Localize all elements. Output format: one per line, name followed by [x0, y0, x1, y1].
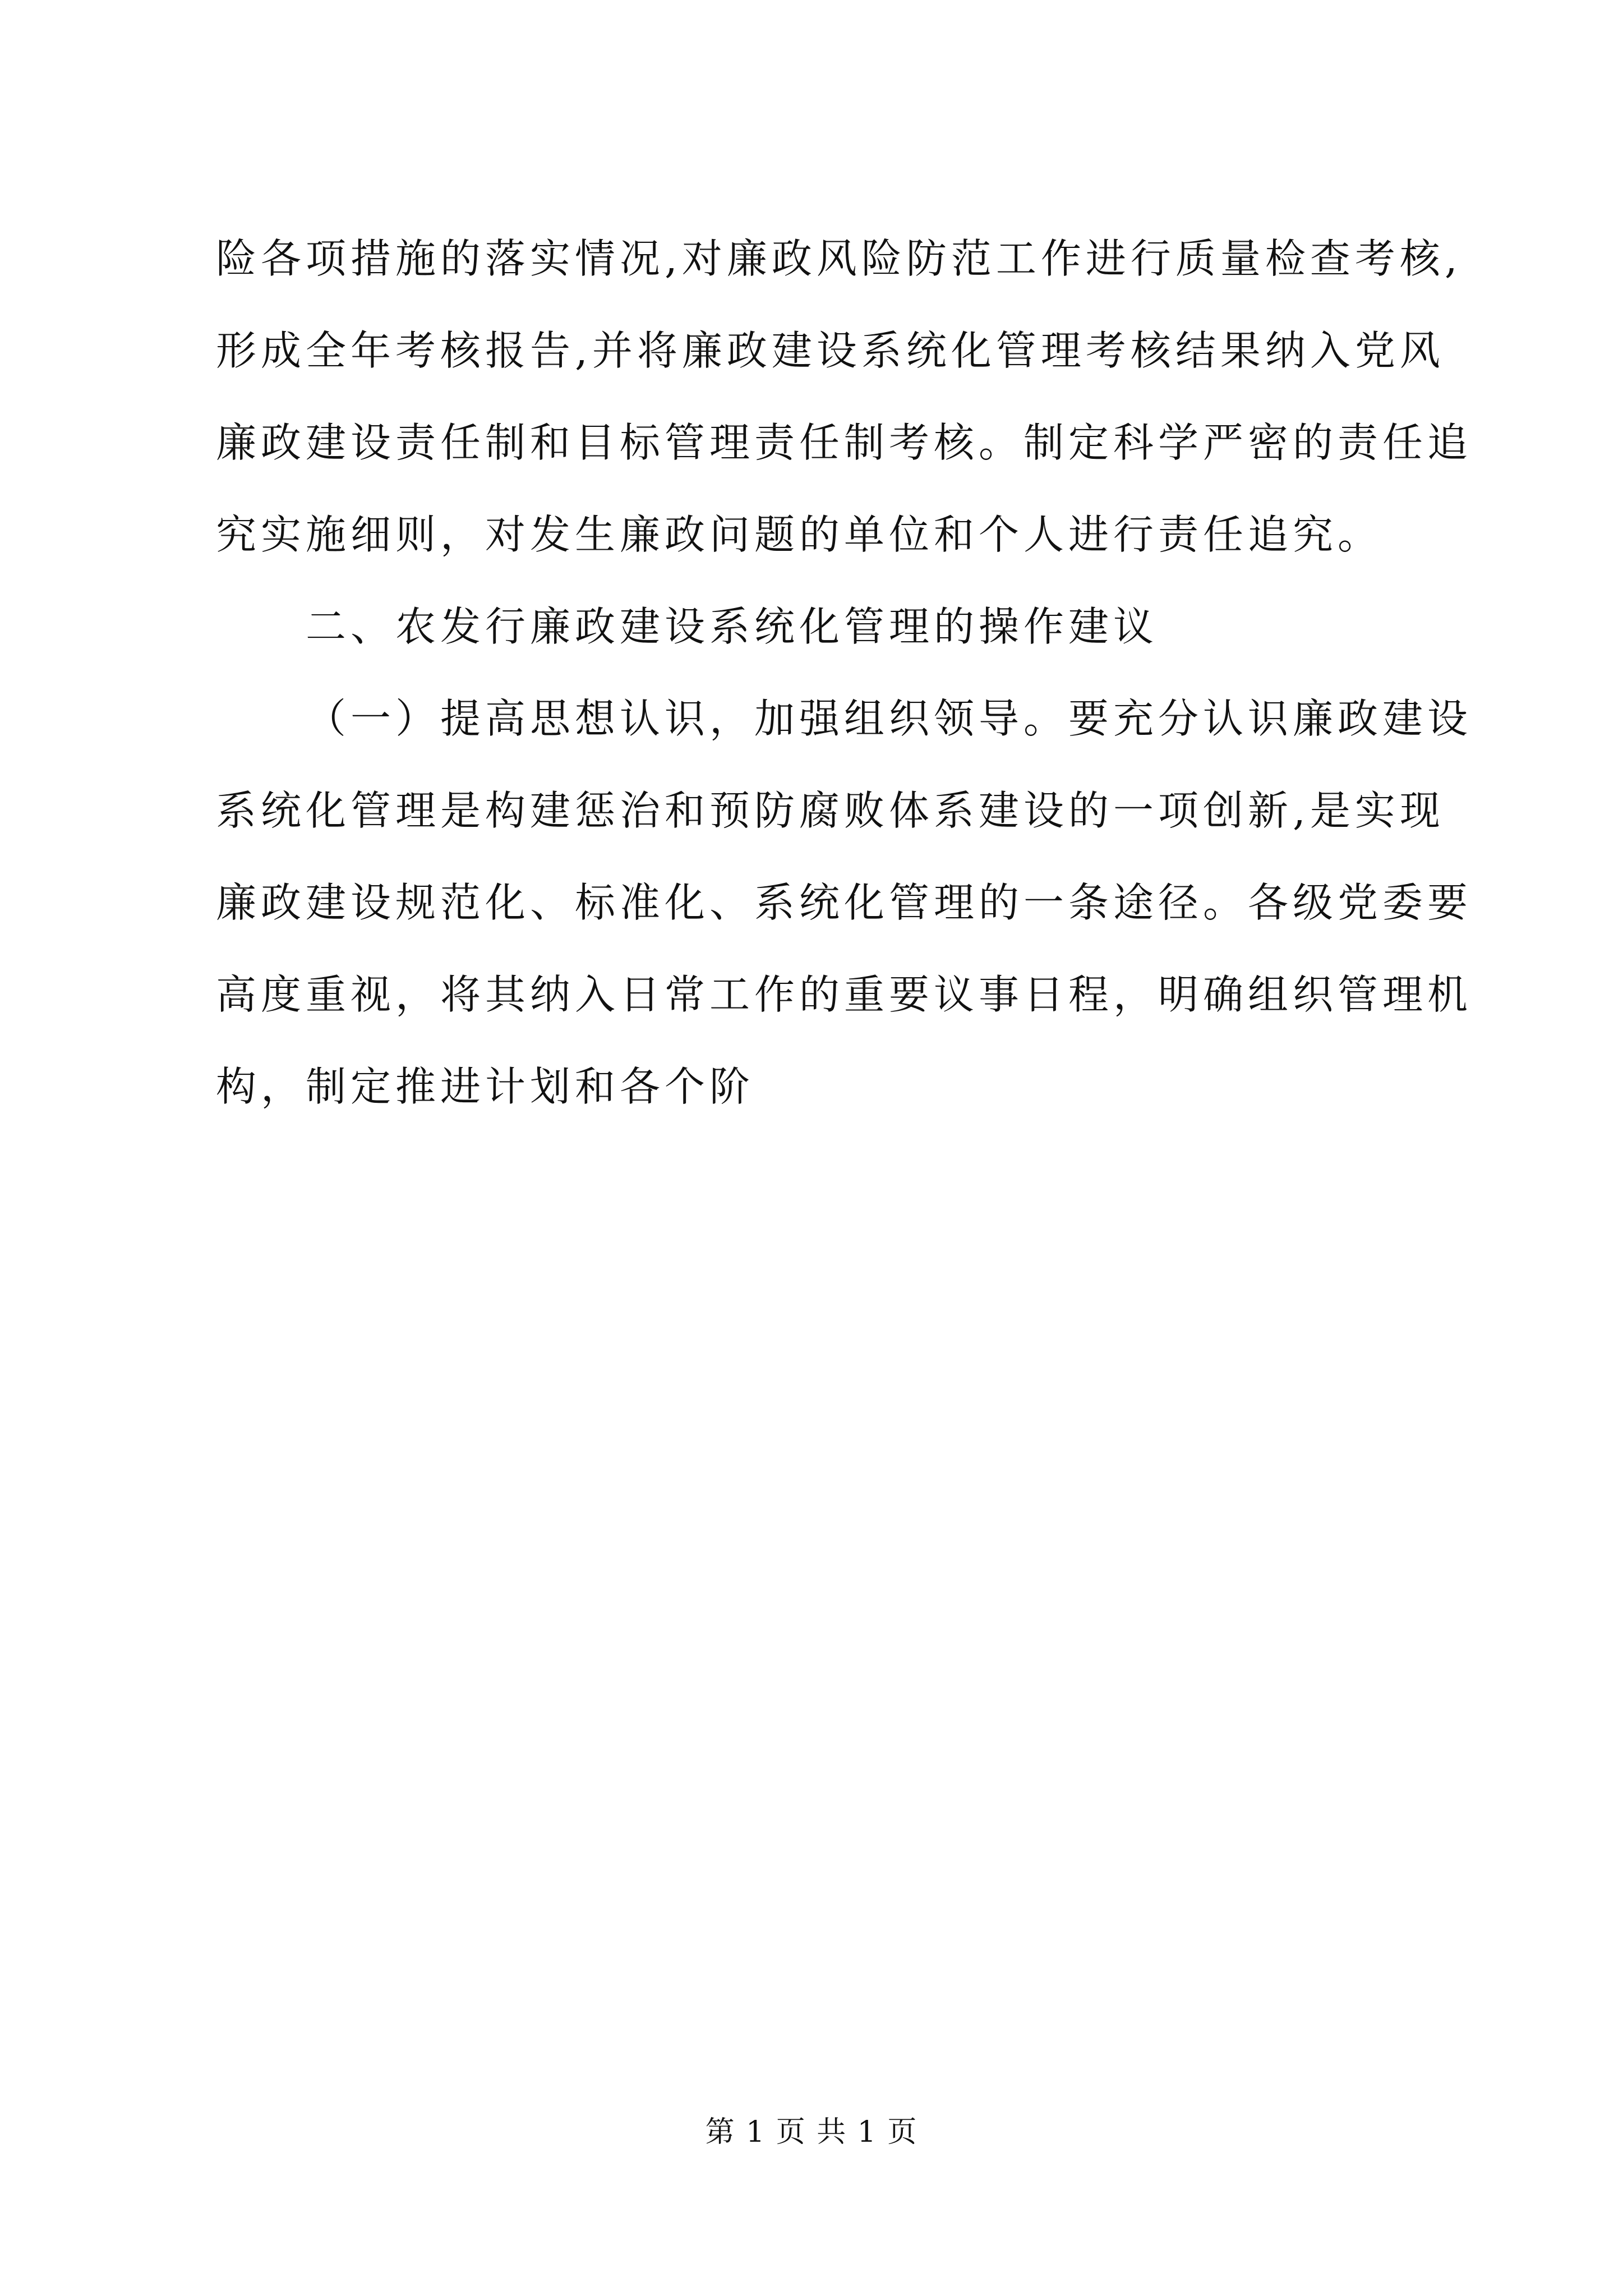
paragraph-2-line-2: 系统化管理是构建惩治和预防腐败体系建设的一项创新,是实现: [216, 787, 1445, 834]
paragraph-2-line-3: 廉政建设规范化、标准化、系统化管理的一条途径。各级党委要: [216, 879, 1473, 926]
paragraph-1-line-4: 究实施细则，对发生廉政问题的单位和个人进行责任追究。: [216, 511, 1383, 558]
paragraph-2-line-4: 高度重视，将其纳入日常工作的重要议事日程，明确组织管理机: [216, 971, 1473, 1018]
paragraph-1-line-3: 廉政建设责任制和目标管理责任制考核。制定科学严密的责任追: [216, 419, 1473, 466]
paragraph-2-line-5: 构，制定推进计划和各个阶: [216, 1063, 755, 1110]
page-number-footer: 第 1 页 共 1 页: [705, 2115, 918, 2149]
paragraph-1-line-2: 形成全年考核报告,并将廉政建设系统化管理考核结果纳入党风: [216, 327, 1445, 374]
section-heading: 二、农发行廉政建设系统化管理的操作建议: [306, 603, 1159, 650]
paragraph-1-line-1: 险各项措施的落实情况,对廉政风险防范工作进行质量检查考核,: [216, 235, 1462, 282]
paragraph-2-line-1: （一）提高思想认识，加强组织领导。要充分认识廉政建设: [306, 695, 1473, 742]
